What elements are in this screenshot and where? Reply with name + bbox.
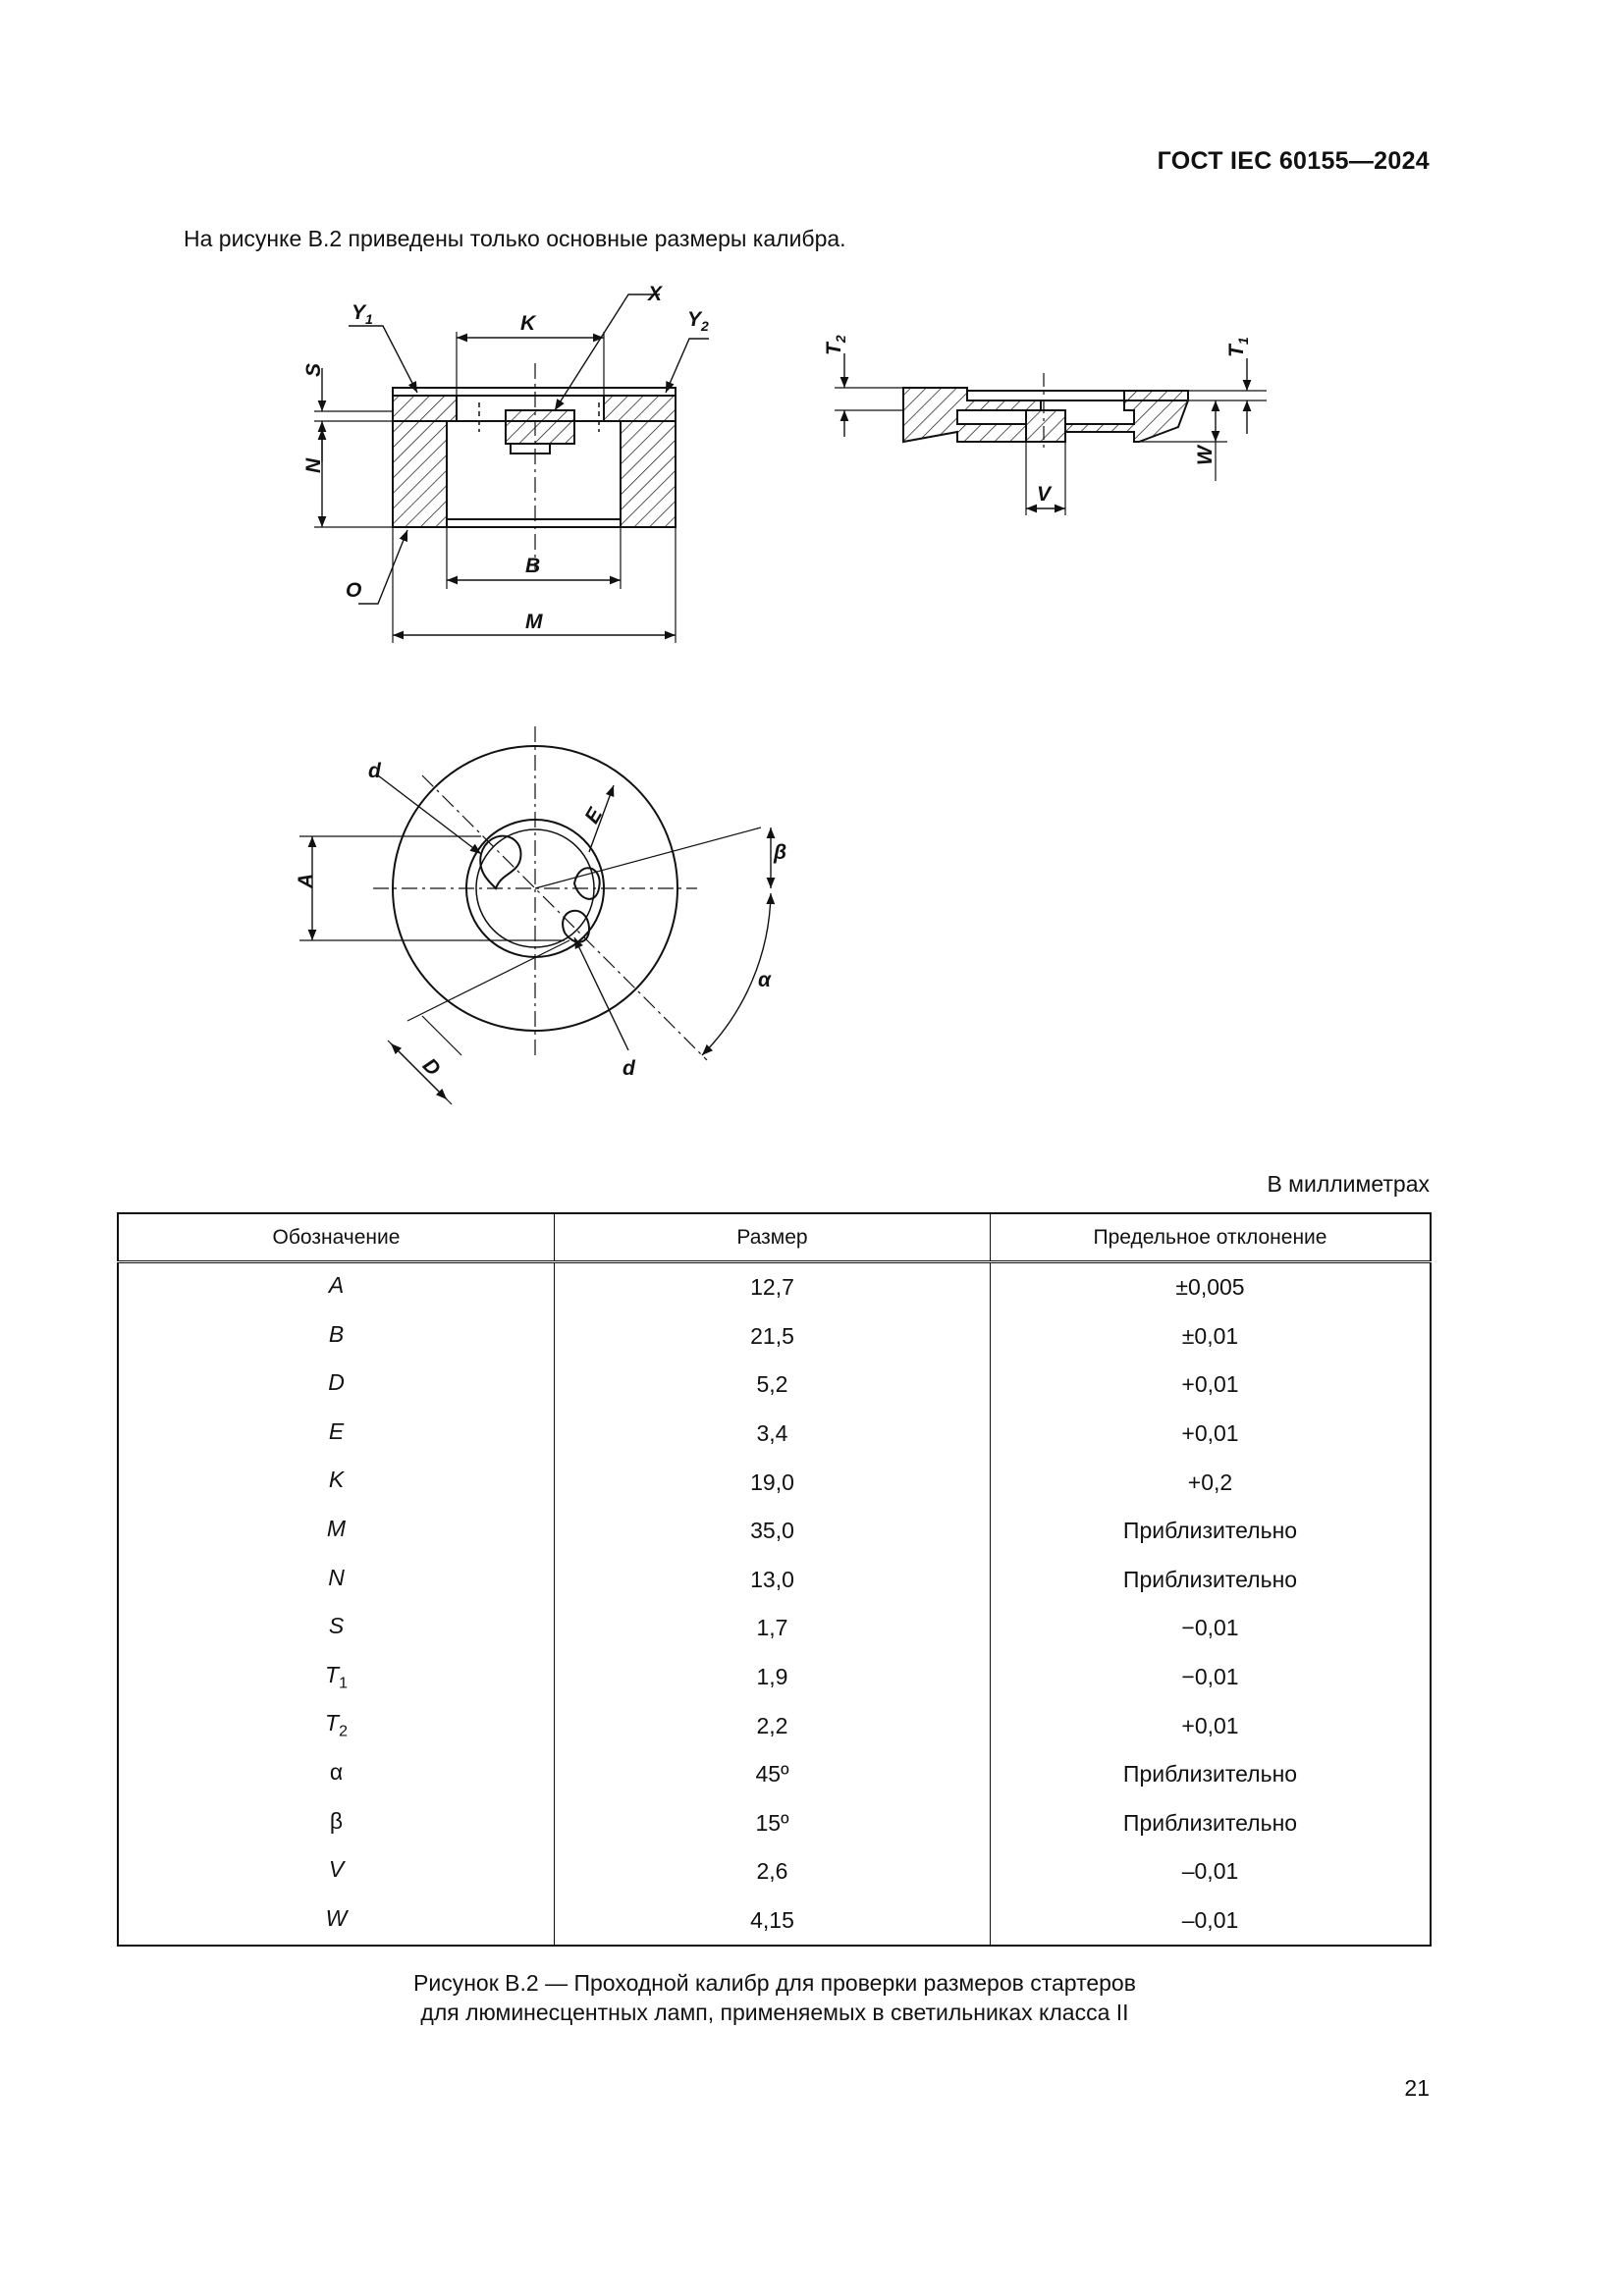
cell-size: 1,9 <box>555 1653 991 1702</box>
label-alpha: α <box>758 969 772 991</box>
symbol-text: β <box>329 1807 344 1834</box>
cell-tolerance: ±0,005 <box>991 1262 1432 1312</box>
figure-caption <box>0 1968 1549 2027</box>
label-t1: $T_1$ <box>1225 337 1251 357</box>
symbol-text: T <box>325 1710 340 1736</box>
symbol-text: V <box>328 1856 345 1883</box>
label-n: N <box>302 457 325 473</box>
col-header-size: Размер <box>555 1213 991 1262</box>
plan-view-labels <box>295 760 786 1081</box>
label-y1: $Y_1$ <box>352 301 373 327</box>
table-row <box>118 1458 1431 1507</box>
label-x: X <box>648 283 663 305</box>
cell-symbol <box>118 1556 555 1605</box>
cell-size: 5,2 <box>555 1361 991 1410</box>
cell-tolerance: +0,2 <box>991 1458 1432 1507</box>
cell-size: 3,4 <box>555 1410 991 1459</box>
cell-symbol <box>118 1701 555 1750</box>
table-row <box>118 1262 1431 1312</box>
table-row <box>118 1701 1431 1750</box>
label-y2: $Y_2$ <box>687 308 709 334</box>
cell-size: 45º <box>555 1750 991 1799</box>
cell-tolerance: +0,01 <box>991 1701 1432 1750</box>
symbol-text: M <box>326 1515 347 1541</box>
label-d: D <box>417 1053 445 1081</box>
table-header-row <box>118 1213 1431 1262</box>
symbol-subscript: 1 <box>339 1675 348 1692</box>
label-t2: $T_2$ <box>823 335 848 355</box>
cell-tolerance: Приблизительно <box>991 1507 1432 1556</box>
cell-symbol <box>118 1361 555 1410</box>
units-note: В миллиметрах <box>1267 1171 1430 1197</box>
cell-size: 35,0 <box>555 1507 991 1556</box>
cell-symbol <box>118 1847 555 1896</box>
intro-paragraph: На рисунке B.2 приведены только основные размеры калибра. <box>184 226 846 251</box>
label-m: M <box>525 611 543 633</box>
cell-tolerance: Приблизительно <box>991 1556 1432 1605</box>
table-row <box>118 1361 1431 1410</box>
cell-tolerance: –0,01 <box>991 1896 1432 1947</box>
label-v: V <box>1037 483 1052 506</box>
symbol-subscript: 2 <box>339 1723 348 1740</box>
cell-symbol <box>118 1799 555 1848</box>
cell-symbol <box>118 1312 555 1362</box>
dimensions-table <box>117 1212 1432 1947</box>
cell-symbol <box>118 1896 555 1947</box>
cell-symbol <box>118 1653 555 1702</box>
symbol-text: W <box>325 1904 348 1931</box>
symbol-text: K <box>328 1467 345 1493</box>
label-s: S <box>302 362 325 377</box>
cell-size: 1,7 <box>555 1604 991 1653</box>
cell-size: 19,0 <box>555 1458 991 1507</box>
cell-tolerance: ±0,01 <box>991 1312 1432 1362</box>
label-e: E <box>580 804 608 828</box>
cell-tolerance: Приблизительно <box>991 1750 1432 1799</box>
table-row <box>118 1312 1431 1362</box>
cell-symbol <box>118 1507 555 1556</box>
symbol-text: N <box>328 1564 345 1590</box>
cell-symbol <box>118 1262 555 1312</box>
cell-tolerance: +0,01 <box>991 1410 1432 1459</box>
label-d-top: d <box>368 760 381 782</box>
document-number: ГОСТ IEC 60155—2024 <box>1157 147 1430 175</box>
table-row <box>118 1799 1431 1848</box>
col-header-tolerance: Предельное отклонение <box>991 1213 1432 1262</box>
table-row <box>118 1507 1431 1556</box>
cell-tolerance: +0,01 <box>991 1361 1432 1410</box>
cell-size: 2,2 <box>555 1701 991 1750</box>
plan-view <box>299 726 771 1104</box>
cell-size: 21,5 <box>555 1312 991 1362</box>
label-k: K <box>520 312 536 335</box>
cell-symbol <box>118 1410 555 1459</box>
cell-size: 4,15 <box>555 1896 991 1947</box>
table-body <box>118 1262 1431 1947</box>
section-view <box>314 294 709 643</box>
label-w: W <box>1194 446 1217 465</box>
caption-line-2: для люминесцентных ламп, применяемых в светильниках класса II <box>420 2000 1129 2025</box>
table-row <box>118 1896 1431 1947</box>
label-a: A <box>295 873 317 888</box>
cell-symbol <box>118 1750 555 1799</box>
cell-size: 15º <box>555 1799 991 1848</box>
symbol-text: T <box>325 1661 340 1687</box>
cell-tolerance: Приблизительно <box>991 1799 1432 1848</box>
page-number: 21 <box>1404 2075 1430 2101</box>
table-row <box>118 1750 1431 1799</box>
symbol-text: S <box>328 1613 345 1639</box>
symbol-text: α <box>329 1758 344 1785</box>
cell-symbol <box>118 1604 555 1653</box>
table-row <box>118 1847 1431 1896</box>
label-o: O <box>346 579 362 602</box>
symbol-text: A <box>328 1272 345 1298</box>
symbol-text: D <box>328 1369 345 1396</box>
symbol-text: B <box>328 1320 345 1347</box>
cell-symbol <box>118 1458 555 1507</box>
table-row <box>118 1653 1431 1702</box>
label-beta: β <box>774 841 787 864</box>
caption-line-1: Рисунок B.2 — Проходной калибр для проверки размеров стартеров <box>413 1970 1136 1996</box>
cell-tolerance: –0,01 <box>991 1847 1432 1896</box>
label-d-bottom: d <box>623 1057 635 1080</box>
col-header-symbol: Обозначение <box>118 1213 555 1262</box>
table-row <box>118 1604 1431 1653</box>
cell-tolerance: −0,01 <box>991 1653 1432 1702</box>
label-b: B <box>525 555 541 577</box>
table-row <box>118 1410 1431 1459</box>
cell-size: 12,7 <box>555 1262 991 1312</box>
cell-tolerance: −0,01 <box>991 1604 1432 1653</box>
cell-size: 2,6 <box>555 1847 991 1896</box>
table-row <box>118 1556 1431 1605</box>
cell-size: 13,0 <box>555 1556 991 1605</box>
symbol-text: E <box>328 1417 345 1444</box>
